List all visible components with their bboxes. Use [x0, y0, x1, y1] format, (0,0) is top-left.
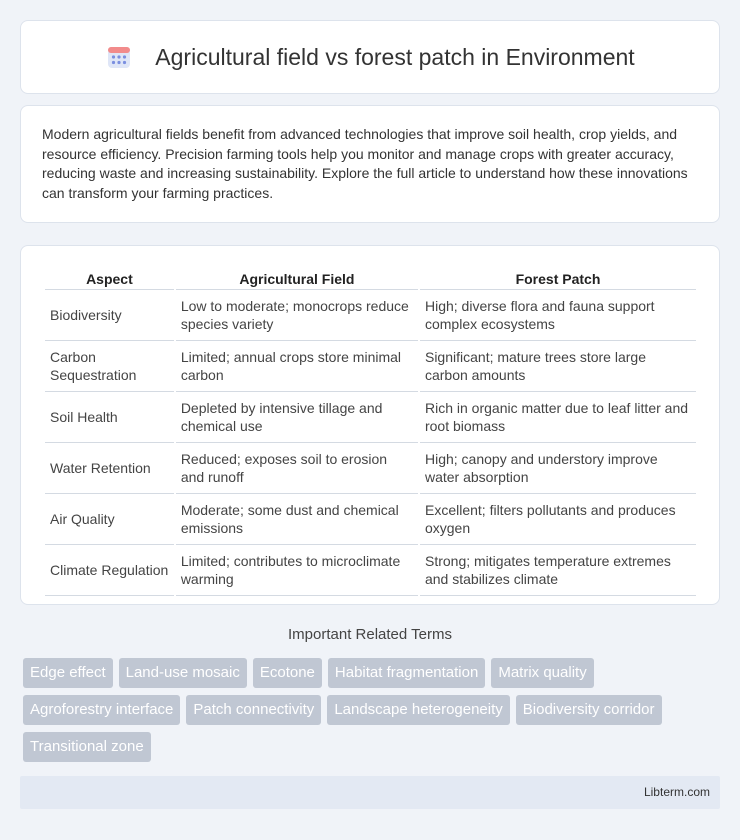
related-term-tag[interactable]: Landscape heterogeneity	[327, 695, 509, 725]
related-term-tag[interactable]: Edge effect	[23, 658, 113, 688]
aspect-cell: Soil Health	[45, 392, 174, 443]
related-terms-list	[23, 658, 723, 762]
related-term-tag[interactable]: Land-use mosaic	[119, 658, 247, 688]
intro-text: Modern agricultural fields benefit from advanced technologies that improve soil health, crop yields, and resource efficiency. Precision farming tools help you monitor and manage crops with greater accuracy, reducing waste and increasing sustainability. Explore the full article to understand how these innovations can transform your farming practices.	[42, 126, 688, 201]
forest-patch-cell: Strong; mitigates temperature extremes and stabilizes climate	[420, 545, 696, 596]
related-term-tag[interactable]: Transitional zone	[23, 732, 151, 762]
agricultural-field-cell: Limited; contributes to microclimate warming	[176, 545, 418, 596]
agricultural-field-cell: Limited; annual crops store minimal carbon	[176, 341, 418, 392]
calendar-grid-icon	[105, 43, 133, 71]
forest-patch-cell: Excellent; filters pollutants and produces oxygen	[420, 494, 696, 545]
table-row	[45, 494, 696, 545]
table-row	[45, 392, 696, 443]
column-header-aspect: Aspect	[45, 266, 174, 290]
comparison-card	[20, 245, 720, 605]
forest-patch-cell: High; canopy and understory improve water absorption	[420, 443, 696, 494]
aspect-cell: Climate Regulation	[45, 545, 174, 596]
agricultural-field-cell: Depleted by intensive tillage and chemical use	[176, 392, 418, 443]
related-term-tag[interactable]: Ecotone	[253, 658, 322, 688]
related-term-tag[interactable]: Agroforestry interface	[23, 695, 180, 725]
table-row	[45, 545, 696, 596]
agricultural-field-cell: Low to moderate; monocrops reduce species variety	[176, 290, 418, 341]
related-term-tag[interactable]: Matrix quality	[491, 658, 593, 688]
aspect-cell: Water Retention	[45, 443, 174, 494]
related-term-tag[interactable]: Biodiversity corridor	[516, 695, 662, 725]
related-terms-heading: Important Related Terms	[288, 626, 452, 643]
table-row	[45, 341, 696, 392]
footer-bar	[20, 776, 720, 809]
column-header-forest-patch: Forest Patch	[420, 266, 696, 290]
aspect-cell: Biodiversity	[45, 290, 174, 341]
related-term-tag[interactable]: Habitat fragmentation	[328, 658, 485, 688]
agricultural-field-cell: Reduced; exposes soil to erosion and runoff	[176, 443, 418, 494]
aspect-cell: Carbon Sequestration	[45, 341, 174, 392]
intro-card	[20, 105, 720, 223]
agricultural-field-cell: Moderate; some dust and chemical emissions	[176, 494, 418, 545]
footer-site-link[interactable]: Libterm.com	[643, 785, 710, 799]
column-header-agricultural-field: Agricultural Field	[176, 266, 418, 290]
forest-patch-cell: Rich in organic matter due to leaf litter and root biomass	[420, 392, 696, 443]
table-row	[45, 290, 696, 341]
title-card	[20, 20, 720, 94]
page-title: Agricultural field vs forest patch in Environment	[155, 43, 635, 70]
forest-patch-cell: Significant; mature trees store large carbon amounts	[420, 341, 696, 392]
aspect-cell: Air Quality	[45, 494, 174, 545]
comparison-table	[43, 266, 698, 596]
related-term-tag[interactable]: Patch connectivity	[186, 695, 321, 725]
forest-patch-cell: High; diverse flora and fauna support complex ecosystems	[420, 290, 696, 341]
table-header-row	[45, 266, 696, 290]
table-row	[45, 443, 696, 494]
